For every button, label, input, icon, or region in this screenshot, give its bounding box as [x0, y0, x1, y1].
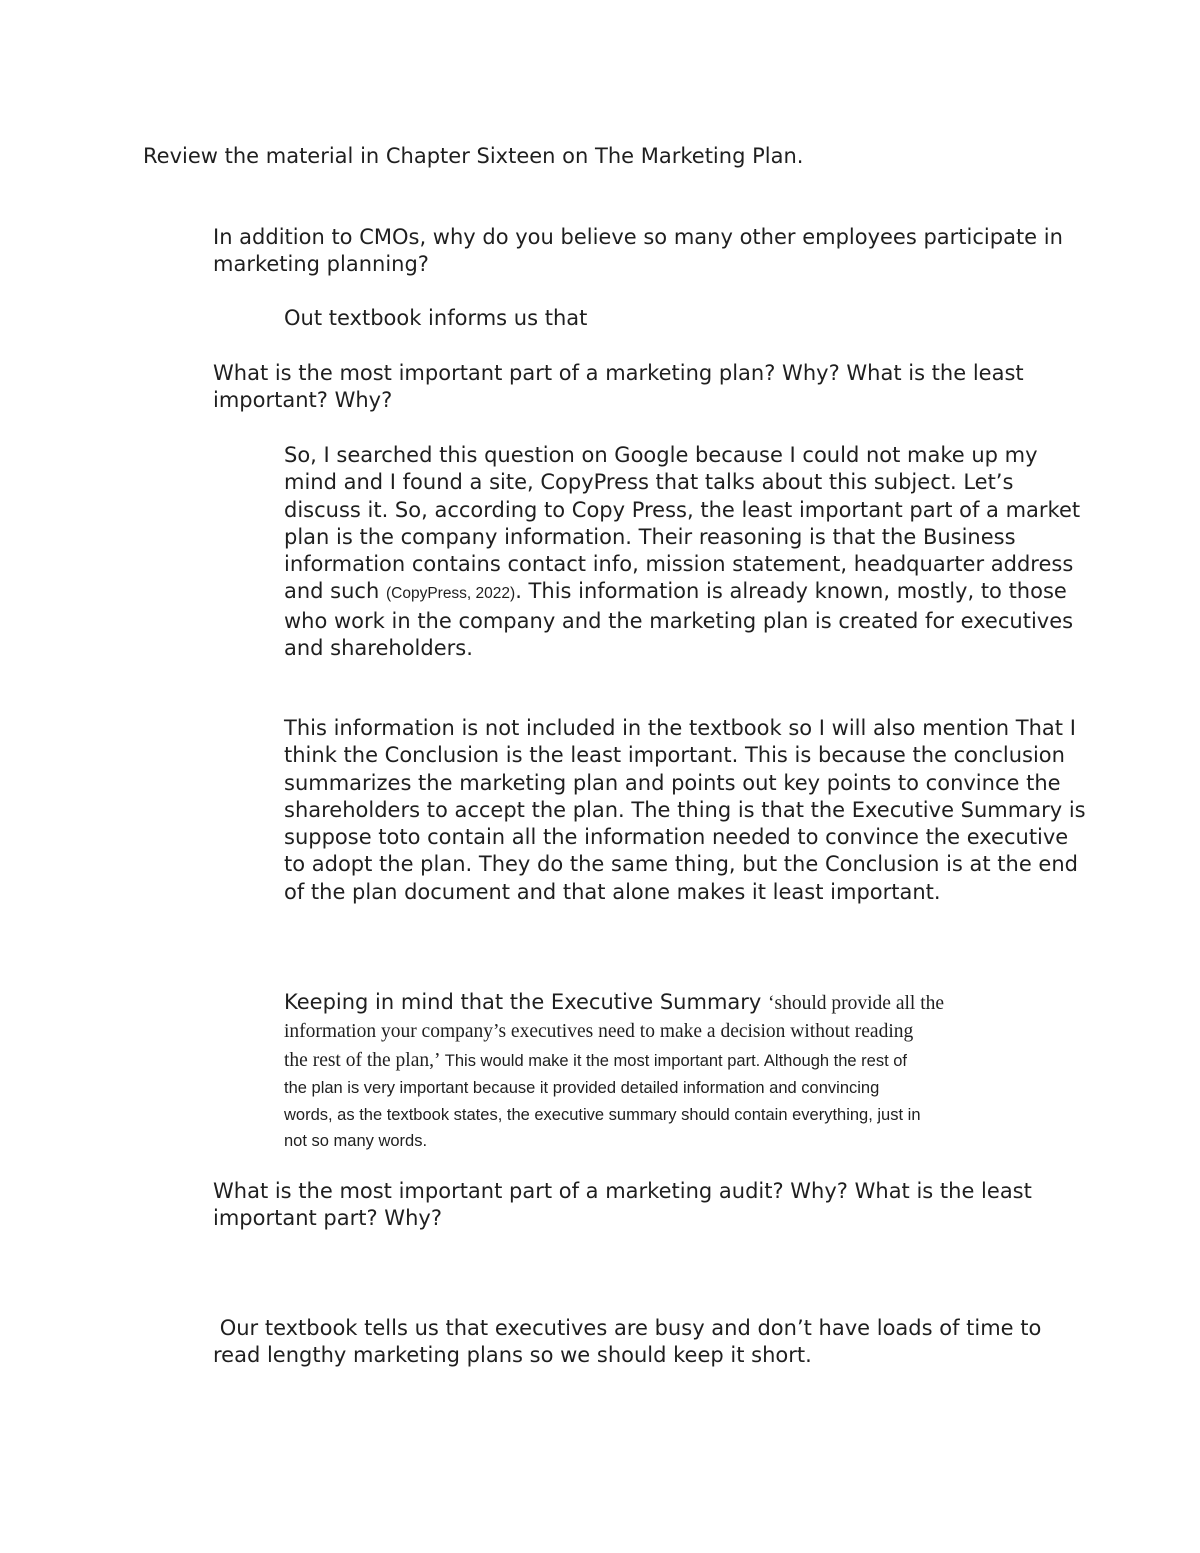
document-title: Review the material in Chapter Sixteen on The Marketing Plan. [143, 144, 804, 168]
executive-summary-lead: Keeping in mind that the Executive Summary [284, 990, 769, 1014]
citation: (CopyPress, 2022) [385, 585, 516, 603]
paragraph-copypress-after: . This information is already known, mostly, to those who work in the company and the marketing plan is created for executives and shareholders. [284, 579, 1074, 661]
paragraph-copypress [284, 442, 1094, 662]
quote-line-3: the rest of the plan,’ [284, 1049, 441, 1071]
tail-line-4: not so many words. [284, 1132, 428, 1150]
paragraph-conclusion: This information is not included in the textbook so I will also mention That I think the Conclusion is the least important. This is because the conclusion summarizes the marketing plan and points out key points to convince the shareholders to accept the plan. The thing is that the Executive Summary is suppose toto contain all the information needed to convince the executive to adopt the plan. They do the same thing, but the Conclusion is at the end of the plan document and that alone makes it least important. [284, 716, 1086, 904]
question-cmo-participation: In addition to CMOs, why do you believe so many other employees participate in marketing planning? [213, 225, 1063, 277]
tail-line-3: words, as the textbook states, the executive summary should contain everything, just in [284, 1105, 921, 1124]
quote-line-1: ‘should provide all the [768, 993, 945, 1014]
tail-line-2: the plan is very important because it provided detailed information and convincing [284, 1079, 880, 1097]
tail-line-1: This would make it the most important part. Although the rest of [440, 1051, 908, 1070]
question-marketing-plan-importance: What is the most important part of a marketing plan? Why? What is the least important? Why? [213, 361, 1024, 413]
question-marketing-audit: What is the most important part of a marketing audit? Why? What is the least important part? Why? [213, 1179, 1032, 1231]
quote-line-2: information your company’s executives need to make a decision without reading [284, 1021, 914, 1042]
paragraph-executive-summary [284, 989, 1094, 1155]
paragraph-executives-busy: Our textbook tells us that executives are busy and don’t have loads of time to read lengthy marketing plans so we should keep it short. [213, 1316, 1049, 1368]
paragraph-copypress-text: So, I searched this question on Google because I could not make up my mind and I found a site, CopyPress that talks about this subject. Let’s discuss it. So, according to Copy Press, the least important part of a market plan is the company information. Their reasoning is that the Business information contains contact info, mission statement, headquarter address and such [284, 443, 1081, 604]
answer-textbook-note: Out textbook informs us that [284, 306, 588, 330]
